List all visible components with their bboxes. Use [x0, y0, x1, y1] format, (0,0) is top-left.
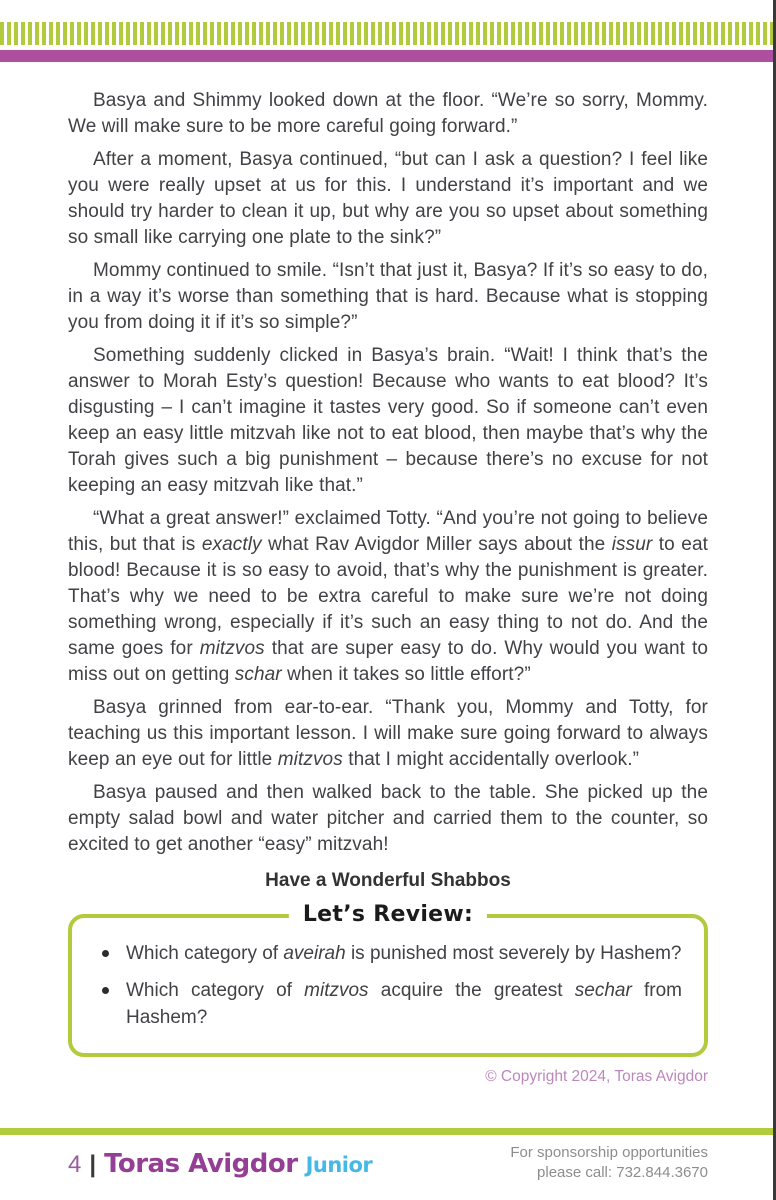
sponsorship-contact	[510, 1143, 708, 1183]
review-question-text: Which category of mitzvos acquire the greatest sechar from Hashem?	[126, 980, 683, 1028]
story-paragraph: Basya paused and then walked back to the table. She picked up the empty salad bowl and water pitcher and carried them to the counter, so excited to get another “easy” mitzvah!	[68, 782, 708, 855]
review-question	[94, 977, 682, 1031]
story-paragraph: After a moment, Basya continued, “but can I ask a question? I feel like you were really upset at us for this. I understand it’s important and we should try harder to clean it up, but why are you so upset about something so small like carrying one plate to the sink?”	[68, 149, 708, 248]
story-paragraph: Basya grinned from ear-to-ear. “Thank you, Mommy and Totty, for teaching us this important lesson. I will make sure going forward to always keep an eye out for little mitzvos that I might accidentally overlook.”	[68, 697, 708, 770]
review-box	[68, 902, 708, 1057]
magenta-accent-bar	[0, 50, 776, 62]
review-question-text: Which category of aveirah is punished most severely by Hashem?	[126, 943, 682, 964]
closing-blessing: Have a Wonderful Shabbos	[265, 870, 511, 891]
bullet-icon	[102, 987, 109, 994]
page-number-separator: |	[89, 1151, 97, 1178]
copyright-notice: © Copyright 2024, Toras Avigdor	[485, 1068, 708, 1085]
story-content	[68, 88, 708, 1087]
sponsorship-line: For sponsorship opportunities	[510, 1144, 708, 1161]
footer	[68, 1143, 708, 1183]
brand-logo-suffix: Junior	[305, 1153, 373, 1177]
review-title: Let’s Review:	[289, 901, 487, 929]
story-paragraph: Basya and Shimmy looked down at the floor. “We’re so sorry, Mommy. We will make sure to be more careful going forward.”	[68, 90, 708, 137]
bullet-icon	[102, 950, 109, 957]
story-paragraph: Mommy continued to smile. “Isn’t that just it, Basya? If it’s so easy to do, in a way it’s worse than something that is hard. Because what is stopping you from doing it if it’s so simple?”	[68, 260, 708, 333]
footer-divider-line	[0, 1128, 776, 1135]
review-question	[94, 940, 682, 967]
story-paragraph: Something suddenly clicked in Basya’s brain. “Wait! I think that’s the answer to Morah Esty’s question! Because who wants to eat blood? It’s disgusting – I can’t imagine it tastes very good. So if someone can’t even keep an easy little mitzvah like not to eat blood, then maybe that’s why the Torah gives such a big punishment – because there’s no excuse for not keeping an easy mitzvah like that.”	[68, 345, 708, 496]
brand-logo-text: Toras Avigdor	[104, 1149, 298, 1179]
page-number: 4	[68, 1151, 82, 1178]
top-stripe-border	[0, 22, 776, 45]
sponsorship-phone: please call: 732.844.3670	[537, 1164, 708, 1181]
story-paragraph: “What a great answer!” exclaimed Totty. “And you’re not going to believe this, but that is exactly what Rav Avigdor Miller says about the issur to eat blood! Because it is so easy to avoid, that’s why the punishment is greater. That’s why we need to be extra careful to make sure we’re not doing something wrong, especially if it’s such an easy thing to not do. And the same goes for mitzvos that are super easy to do. Why would you want to miss out on getting schar when it takes so little effort?”	[68, 508, 708, 685]
brand-line	[68, 1149, 372, 1179]
review-question-list	[94, 940, 682, 1031]
